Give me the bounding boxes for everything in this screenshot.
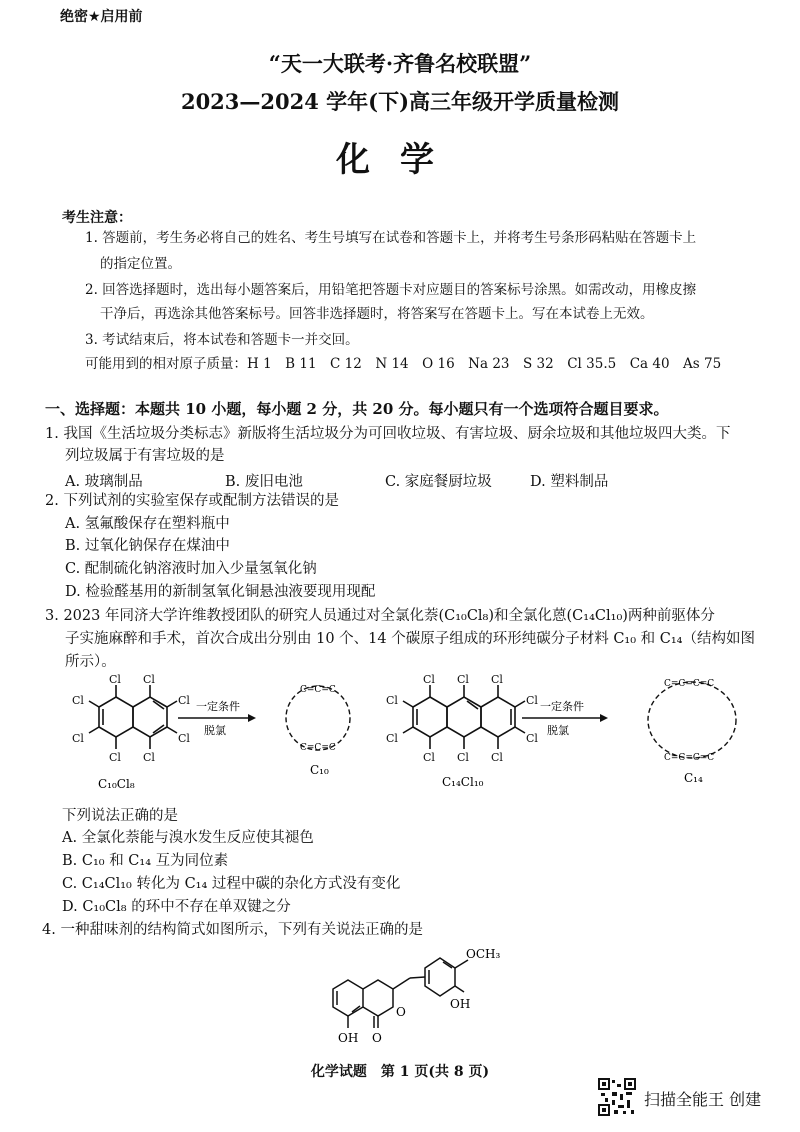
c14-ring-structure [648,679,736,763]
confidential-mark: 绝密★启用前 [60,9,143,25]
svg-text:C=C=C=C: C=C=C=C [664,753,715,763]
q1-stem: 列垃圾属于有害垃圾的是 [65,448,225,464]
chlorine-label: Cl [72,732,84,745]
q1-option-c: C. 家庭餐厨垃圾 [385,474,492,490]
chlorine-label: Cl [491,673,503,686]
chlorine-label: Cl [178,694,190,707]
c10cl8-structure [89,685,177,749]
q3-stem: 3. 2023 年同济大学许维教授团队的研究人员通过对全氯化萘(C₁₀Cl₈)和全氯化蒽(C₁₄Cl₁₀)两种前驱体分 [45,608,715,624]
notice-item: 3. 考试结束后，将本试卷和答题卡一并交回。 [85,332,359,348]
q2-stem: 2. 下列试剂的实验室保存或配制方法错误的是 [45,493,339,509]
q3-stem: 子实施麻醉和手术，首次合成出分别由 10 个、14 个碳原子组成的环形纯碳分子材料 C₁₀ 和 C₁₄（结构如图 [65,631,755,647]
q1-option-a: A. 玻璃制品 [65,474,143,490]
scanner-brand: 扫描全能王 创建 [644,1090,762,1109]
ring-oxygen-label: O [396,1005,406,1019]
notice-item: 2. 回答选择题时，选出每小题答案后，用铅笔把答题卡对应题目的答案标号涂黑。如需改动，用橡皮擦 [85,282,697,298]
notice-item: 1. 答题前，考生务必将自己的姓名、考生号填写在试卷和答题卡上，并将考生号条形码粘贴在答题卡上 [85,230,697,246]
c10-ring-structure [286,685,350,753]
q3-reaction-scheme [50,668,760,798]
qr-code-icon [598,1078,636,1116]
c14cl10-label: C₁₄Cl₁₀ [442,775,484,789]
q1-option-d: D. 塑料制品 [530,474,609,490]
arrow-condition: 一定条件 [196,700,240,713]
q2-option-a: A. 氢氟酸保存在塑料瓶中 [65,516,230,532]
q3-option-a: A. 全氯化萘能与溴水发生反应使其褪色 [62,830,314,846]
chlorine-label: Cl [491,751,503,764]
arrow-dechlorination: 脱氯 [204,724,226,737]
arrow-condition: 一定条件 [540,700,584,713]
chlorine-label: Cl [386,732,398,745]
chlorine-label: Cl [457,751,469,764]
q3-ask: 下列说法正确的是 [62,808,178,824]
q3-stem: 所示）。 [65,654,116,670]
svg-text:C=C=C: C=C=C [300,685,336,695]
c14-label: C₁₄ [684,771,703,785]
reaction-arrow [522,714,608,722]
svg-text:C=C=C: C=C=C [300,743,336,753]
chlorine-label: Cl [72,694,84,707]
q3-option-b: B. C₁₀ 和 C₁₄ 互为同位素 [62,853,229,869]
hydroxy-label: OH [338,1031,359,1045]
chlorine-label: Cl [178,732,190,745]
section-heading: 一、选择题：本题共 10 小题，每小题 2 分，共 20 分。每小题只有一个选项符合题目要求。 [45,400,669,418]
q3-option-c: C. C₁₄Cl₁₀ 转化为 C₁₄ 过程中碳的杂化方式没有变化 [62,876,401,892]
chlorine-label: Cl [143,751,155,764]
exam-union-title: “天一大联考·齐鲁名校联盟” [268,51,532,76]
atomic-masses: 可能用到的相对原子质量：H 1 B 11 C 12 N 14 O 16 Na 23 S 32 Cl 35.5 Ca 40 As 75 [85,356,722,372]
q3-option-d: D. C₁₀Cl₈ 的环中不存在单双键之分 [62,899,291,915]
q1-stem: 1. 我国《生活垃圾分类标志》新版将生活垃圾分为可回收垃圾、有害垃圾、厨余垃圾和其他垃圾四大类。下 [45,426,731,442]
q1-option-b: B. 废旧电池 [225,474,303,490]
chlorine-label: Cl [526,732,538,745]
notice-item: 干净后，再选涂其他答案标号。回答非选择题时，将答案写在答题卡上。写在本试卷上无效。 [100,306,654,322]
q4-sweetener-structure [300,928,520,1058]
chlorine-label: Cl [423,751,435,764]
chlorine-label: Cl [386,694,398,707]
q2-option-d: D. 检验醛基用的新制氢氧化铜悬浊液要现用现配 [65,584,376,600]
chlorine-label: Cl [109,751,121,764]
notice-item: 的指定位置。 [100,256,181,272]
q1-options [65,470,765,492]
page-footer: 化学试题 第 1 页(共 8 页) [310,1064,490,1080]
chlorine-label: Cl [143,673,155,686]
exam-title: 2023—2024 学年(下)高三年级开学质量检测 [180,89,620,114]
notice-heading: 考生注意： [62,210,132,226]
c14cl10-structure [403,685,525,749]
c10-label: C₁₀ [310,763,329,777]
q2-option-c: C. 配制硫化钠溶液时加入少量氢氧化钠 [65,561,317,577]
q4-stem: 4. 一种甜味剂的结构简式如图所示，下列有关说法正确的是 [42,922,423,938]
q2-option-b: B. 过氧化钠保存在煤油中 [65,538,230,554]
subject-title: 化学 [336,140,464,180]
methoxy-label: OCH₃ [466,947,501,961]
c10cl8-label: C₁₀Cl₈ [98,777,135,791]
chlorine-label: Cl [457,673,469,686]
chlorine-label: Cl [526,694,538,707]
chlorine-label: Cl [109,673,121,686]
reaction-arrow [178,714,256,722]
carbonyl-oxygen-label: O [372,1031,382,1045]
arrow-dechlorination: 脱氯 [547,724,569,737]
chlorine-label: Cl [423,673,435,686]
svg-text:C=C=C=C: C=C=C=C [664,679,715,689]
hydroxy-label: OH [450,997,471,1011]
